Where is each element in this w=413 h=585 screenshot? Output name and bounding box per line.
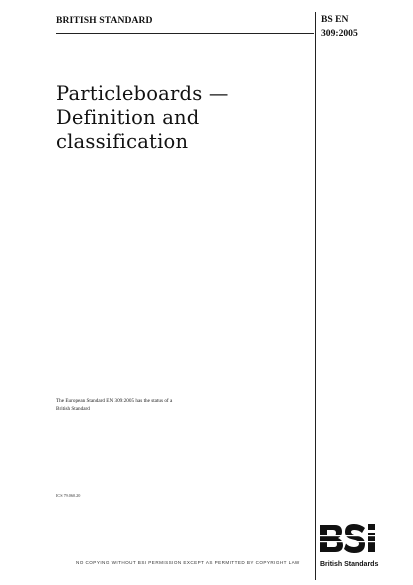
publisher-label: BRITISH STANDARD — [56, 15, 153, 26]
ics-code: ICS 79.060.20 — [56, 493, 81, 498]
document-title — [56, 82, 306, 154]
status-note — [56, 397, 256, 413]
header-divider — [56, 33, 314, 34]
bsi-logo-tagline: British Standards — [320, 561, 379, 568]
document-title-line-2: Definition and — [56, 106, 200, 129]
copyright-notice: NO COPYING WITHOUT BSI PERMISSION EXCEPT AS PERMITTED BY COPYRIGHT LAW — [76, 560, 300, 565]
document-title-line-1: Particleboards — — [56, 82, 229, 105]
standard-number-prefix: BS EN — [321, 14, 349, 25]
vertical-divider — [315, 12, 316, 580]
document-title-line-3: classification — [56, 130, 189, 153]
status-note-line-2: British Standard — [56, 406, 90, 412]
standard-number-code: 309:2005 — [321, 28, 358, 39]
standard-number — [321, 13, 358, 41]
status-note-line-1: The European Standard EN 309:2005 has the status of a — [56, 398, 173, 404]
